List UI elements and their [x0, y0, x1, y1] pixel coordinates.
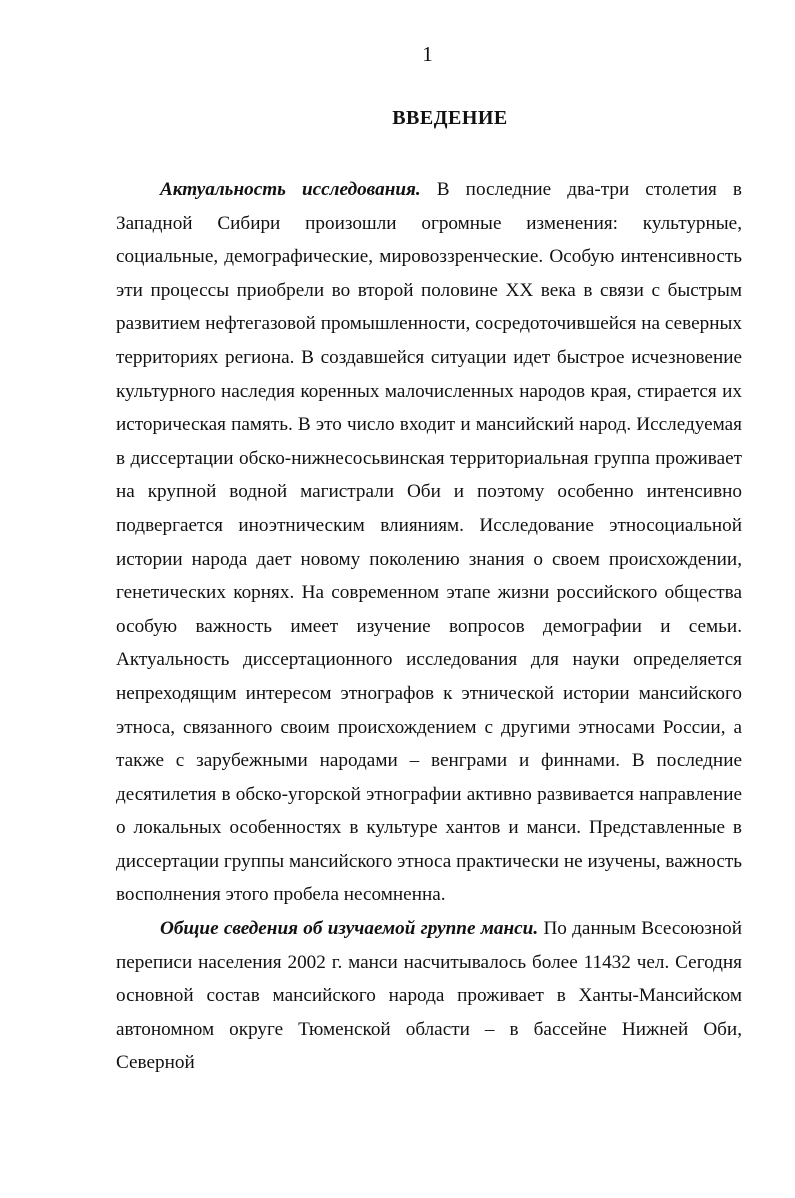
page-number: 1 — [422, 42, 433, 66]
section-heading: ВВЕДЕНИЕ — [392, 107, 508, 129]
paragraph-text: По данным Всесоюзной переписи населения 2002 г. манси насчитывалось более 11432 чел. Сегодня основной состав мансийского народа проживает в Ханты-Мансийском автономном округе Тюменской области – в бассейне Нижней Оби, Северной — [116, 918, 742, 1074]
paragraph-relevance — [116, 173, 742, 912]
paragraph-lead: Актуальность исследования. — [160, 179, 421, 200]
body-text — [116, 173, 742, 1080]
paragraph-general-info — [116, 912, 742, 1080]
paragraph-lead: Общие сведения об изучаемой группе манси. — [160, 918, 539, 940]
paragraph-text: В последние два-три столетия в Западной Сибири произошли огромные изменения: культурные, социальные, демографические, мировоззренческие. Особую интенсивность эти процессы приобрели во второй половине XX века в связи с быстрым развитием нефтегазовой промышленности, сосредоточившейся на северных территориях региона. В создавшейся ситуации идет быстрое исчезновение культурного наследия коренных малочисленных народов края, стирается их историческая память. В это число входит и мансийский народ. Исследуемая в диссертации обско-нижнесосьвинская территориальная группа проживает на крупной водной магистрали Оби и поэтому особенно интенсивно подвергается иноэтническим влияниям. Исследование этносоциальной истории народа дает новому поколению знания о своем происхождении, генетических корнях. На современном этапе жизни российского общества особую важность имеет изучение вопросов демографии и семьи. Актуальность диссертационного исследования для науки определяется непреходящим интересом этнографов к этнической истории мансийского этноса, связанного своим происхождением с другими этносами России, а также с зарубежными народами – венграми и финнами. В последние десятилетия в обско-угорской этнографии активно развивается направление о локальных особенностях в культуре хантов и манси. Представленные в диссертации группы мансийского этноса практически не изучены, важность восполнения этого пробела несомненна. — [116, 179, 742, 906]
